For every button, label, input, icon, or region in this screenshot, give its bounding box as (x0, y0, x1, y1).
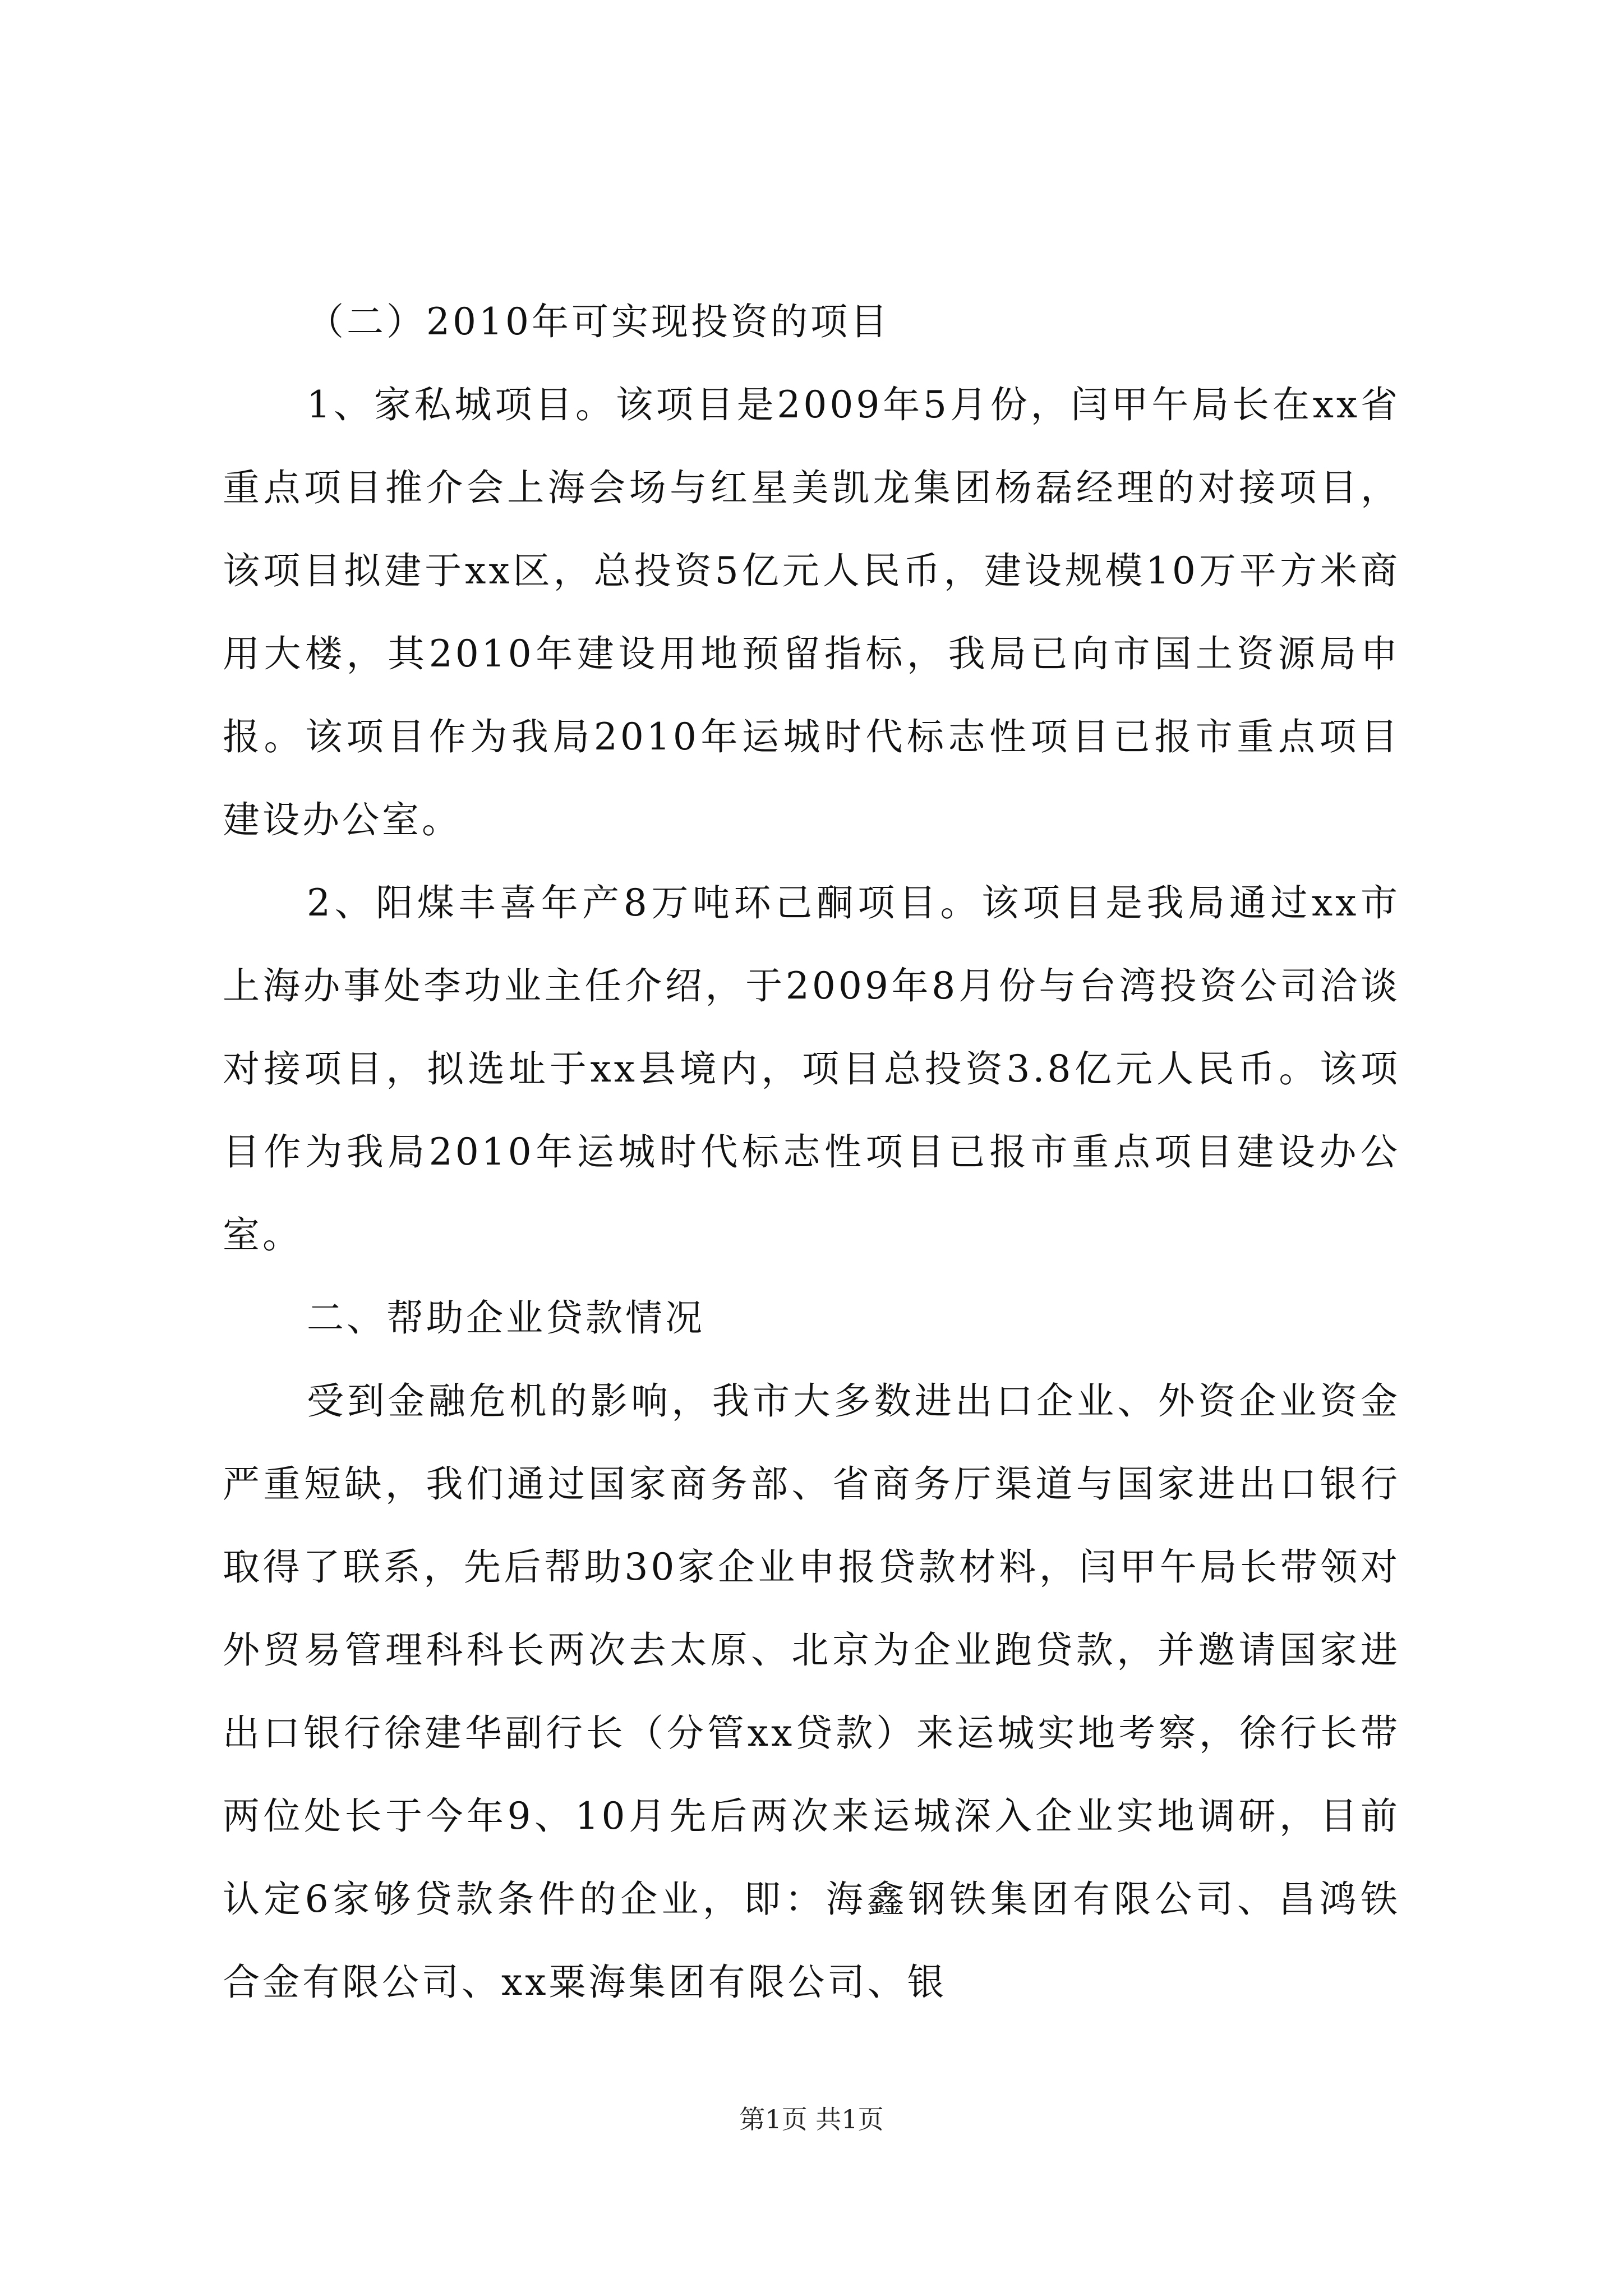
document-body (223, 280, 1400, 2024)
section-heading-loan-assistance: 二、帮助企业贷款情况 (307, 1296, 705, 1340)
page-footer: 第1页 共1页 (739, 2104, 884, 2134)
paragraph-cyclohexanone-project: 2、阳煤丰喜年产8万吨环己酮项目。该项目是我局通过xx市上海办事处李功业主任介绍，于2009年8月份与台湾投资公司洽谈对接项目，拟选址于xx县境内，项目总投资3.8亿元人民币。该项目作为我局2010年运城时代标志性项目已报市重点项目建设办公室。 (223, 881, 1400, 1257)
paragraph-loan-assistance: 受到金融危机的影响，我市大多数进出口企业、外资企业资金严重短缺，我们通过国家商务部、省商务厅渠道与国家进出口银行取得了联系，先后帮助30家企业申报贷款材料，闫甲午局长带领对外贸易管理科科长两次去太原、北京为企业跑贷款，并邀请国家进出口银行徐建华副行长（分管xx贷款）来运城实地考察，徐行长带两位处长于今年9、10月先后两次来运城深入企业实地调研，目前认定6家够贷款条件的企业，即：海鑫钢铁集团有限公司、昌鸿铁合金有限公司、xx粟海集团有限公司、银 (223, 1379, 1400, 2004)
section-heading-investment-projects: （二）2010年可实现投资的项目 (307, 300, 890, 343)
paragraph-furniture-city-project: 1、家私城项目。该项目是2009年5月份，闫甲午局长在xx省重点项目推介会上海会场与红星美凯龙集团杨磊经理的对接项目，该项目拟建于xx区，总投资5亿元人民币，建设规模10万平方米商用大楼，其2010年建设用地预留指标，我局已向市国土资源局申报。该项目作为我局2010年运城时代标志性项目已报市重点项目建设办公室。 (223, 383, 1400, 841)
